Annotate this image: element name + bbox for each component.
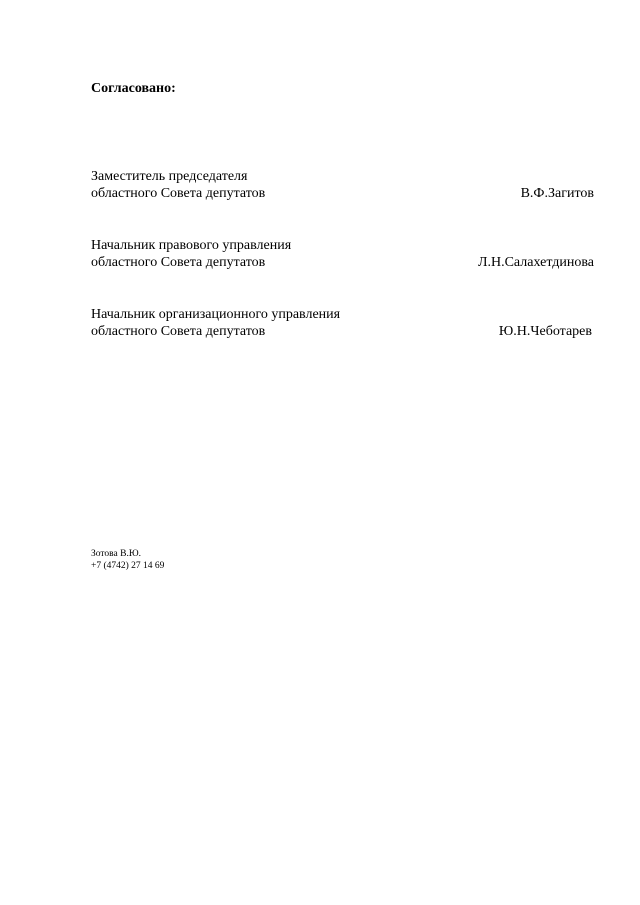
position-title: Начальник правового управления: [91, 238, 292, 253]
approval-heading: Согласовано:: [91, 81, 176, 96]
executor-name: Зотова В.Ю.: [91, 549, 141, 559]
position-organization: областного Совета депутатов: [91, 255, 266, 270]
signatory-name: Ю.Н.Чеботарев: [498, 324, 592, 339]
executor-info: [91, 548, 164, 572]
position-organization: областного Совета депутатов: [91, 186, 266, 201]
signatory-name: В.Ф.Загитов: [520, 186, 594, 201]
signature-block-legal-department: [91, 237, 594, 271]
signature-block-organizational-department: [91, 306, 592, 340]
position-title: Начальник организационного управления: [91, 307, 341, 322]
signature-block-deputy-chairman: [91, 168, 594, 202]
position-title: Заместитель председателя: [91, 169, 248, 184]
executor-phone: +7 (4742) 27 14 69: [91, 561, 165, 571]
signatory-name: Л.Н.Салахетдинова: [477, 255, 594, 270]
position-organization: областного Совета депутатов: [91, 324, 266, 339]
